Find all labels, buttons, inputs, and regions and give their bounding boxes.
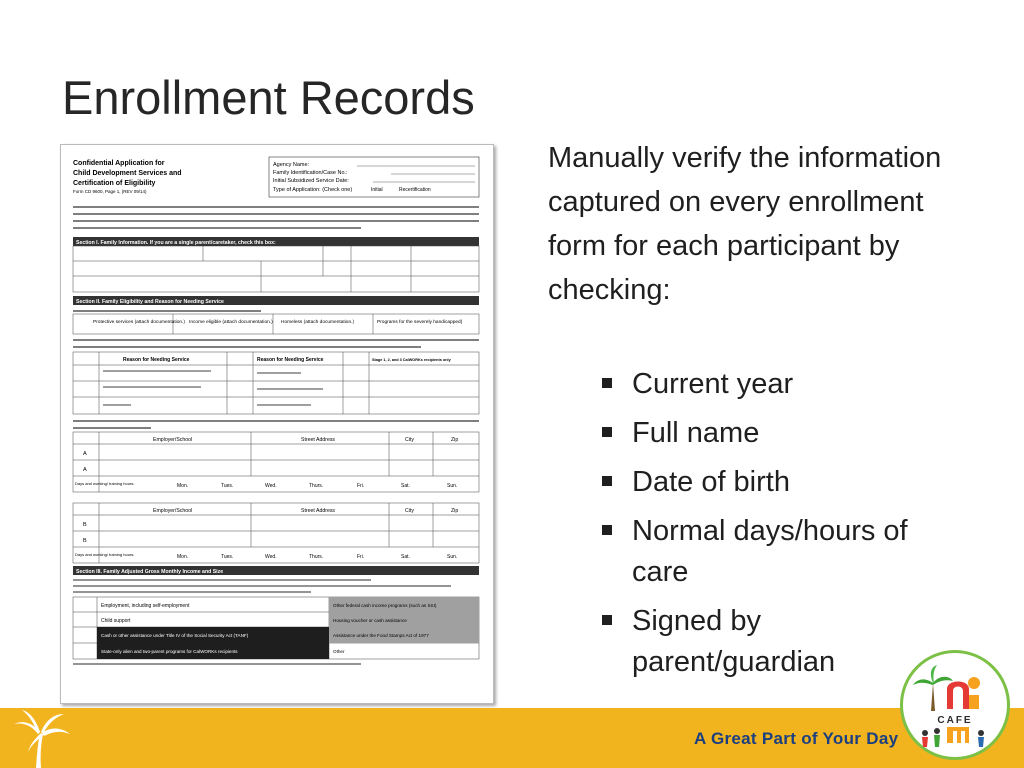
form-header-line: Confidential Application for [73, 160, 165, 167]
section-1-header: Section I. Family Information. If you are a single parent/caretaker, check this box: [76, 240, 276, 246]
checklist-item [600, 511, 970, 593]
day-label: Wed. [265, 554, 277, 560]
need-header: Stage 1, 2, and 3 CalWORKs recipients only [372, 358, 451, 362]
row-label-a: A [83, 467, 87, 473]
cafe-logo [900, 650, 1010, 760]
day-label: Mon. [177, 483, 189, 489]
row-label-b: B [83, 538, 87, 544]
logo-text: CAFE [937, 715, 973, 726]
day-label: Sat. [401, 554, 410, 560]
square-bullet-icon [602, 525, 612, 535]
income-source: Employment, including self-employment [101, 603, 190, 609]
palm-tree-icon [12, 708, 72, 768]
employer-header: Zip [451, 437, 459, 443]
employer-header: City [405, 508, 414, 514]
square-bullet-icon [602, 615, 612, 625]
income-source: Housing voucher or cash assistance [333, 618, 407, 623]
square-bullet-icon [602, 427, 612, 437]
agency-field: Initial Subsidized Service Date: [273, 178, 349, 184]
section-3-header: Section III. Family Adjusted Gross Monthly Income and Size [76, 569, 224, 575]
day-label: Wed. [265, 483, 277, 489]
logo-arch-icon [947, 677, 980, 709]
enrollment-form-image [60, 144, 494, 704]
need-header: Reason for Needing Service [123, 357, 190, 363]
checklist-item [600, 462, 970, 503]
employer-header: Street Address [301, 508, 336, 514]
form-header-line: Certification of Eligibility [73, 180, 156, 187]
income-source: Assistance under the Food Stamps Act of 1977 [333, 633, 429, 638]
agency-field: Family Identification/Case No.: [273, 170, 348, 176]
employer-header: Zip [451, 508, 459, 514]
checklist-item-label: Normal days/hours of care [632, 515, 908, 588]
square-bullet-icon [602, 476, 612, 486]
checklist-item [600, 364, 970, 405]
checklist-item-label: Current year [632, 368, 794, 400]
employer-header: Street Address [301, 437, 336, 443]
day-label: Sun. [447, 554, 458, 560]
checklist-item [600, 413, 970, 454]
day-label: Tues. [221, 483, 234, 489]
day-label: Sat. [401, 483, 410, 489]
income-source: Cash or other assistance under Title IV of the Social Security Act (TANF) [101, 633, 249, 638]
eligibility-option: Programs for the severely handicapped) [377, 320, 463, 325]
cafe-logo-graphic [903, 653, 1007, 757]
employer-header: City [405, 437, 414, 443]
day-label: Fri. [357, 554, 365, 560]
agency-field: Agency Name: [273, 162, 310, 168]
income-source: Other [333, 649, 345, 654]
eligibility-option: Protective services (attach documentation.) [93, 320, 185, 325]
checklist-item-label: Date of birth [632, 466, 790, 498]
application-type: Recertification [399, 187, 431, 193]
employer-header: Employer/School [153, 508, 193, 514]
day-label: Thurs. [309, 554, 324, 560]
employer-header: Employer/School [153, 437, 193, 443]
income-source: Child support [101, 618, 131, 624]
slide-title: Enrollment Records [62, 71, 475, 124]
income-source: State-only alien and two-parent programs for CalWORKs recipients [101, 649, 238, 654]
day-label: Thurs. [309, 483, 324, 489]
days-label: Days and working/ training hours: [75, 552, 135, 557]
income-source: Other federal cash income programs (such as SSI) [333, 603, 437, 608]
row-label-b: B [83, 522, 87, 528]
day-label: Sun. [447, 483, 458, 489]
section-2-header: Section II. Family Eligibility and Reason for Needing Service [76, 299, 224, 305]
agency-field: Type of Application: (Check one) [273, 187, 353, 193]
checklist [600, 364, 970, 691]
eligibility-option: Homeless (attach documentation.) [281, 320, 355, 325]
form-header-line: Child Development Services and [73, 170, 182, 177]
day-label: Fri. [357, 483, 365, 489]
intro-text: Manually verify the information captured on every enrollment form for each participant by checking: [548, 142, 942, 306]
day-label: Tues. [221, 554, 234, 560]
days-label: Days and working/ training hours: [75, 481, 135, 486]
row-label-a: A [83, 451, 87, 457]
day-label: Mon. [177, 554, 189, 560]
checklist-item-label: Full name [632, 417, 760, 449]
application-type: Initial [371, 187, 383, 193]
need-header: Reason for Needing Service [257, 357, 324, 363]
days-row-b [177, 554, 457, 560]
footer-tagline: A Great Part of Your Day [694, 729, 899, 748]
square-bullet-icon [602, 378, 612, 388]
days-row-a [177, 483, 457, 489]
eligibility-option: Income eligible (attach documentation.) [189, 320, 273, 325]
checklist-item-label: Signed by parent/guardian [632, 605, 836, 678]
form-number: Form CD 9600, Page 1, (REV 09/14) [73, 189, 147, 194]
